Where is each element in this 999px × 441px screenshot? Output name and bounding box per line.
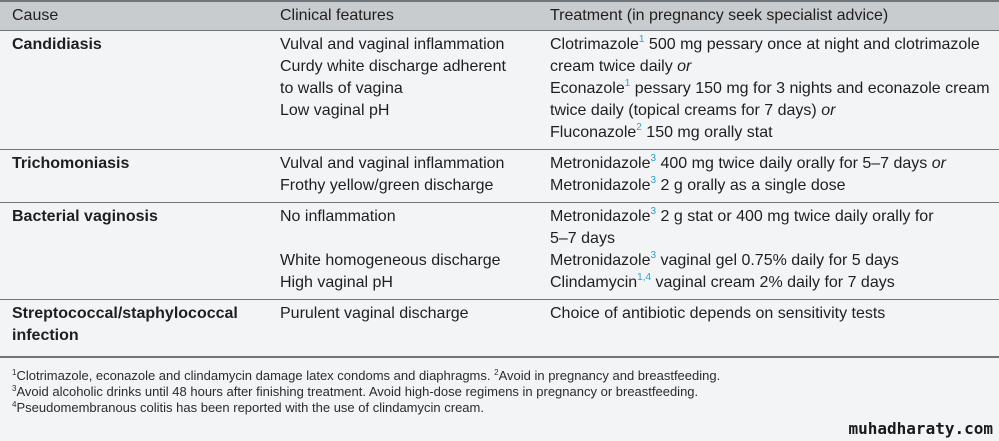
treatment-text: vaginal cream 2% daily for 7 days: [651, 274, 895, 291]
feature-text: Purulent vaginal discharge: [280, 305, 469, 322]
feature-text: High vaginal pH: [280, 274, 393, 291]
cause-cell: [12, 206, 272, 228]
treatment-text: 500 mg pessary once at night and clotrimazole: [644, 36, 980, 53]
header-clinical-features: Clinical features: [280, 7, 394, 24]
treatment-line: [550, 272, 990, 294]
table-row: [0, 31, 999, 150]
treatment-text: 5–7 days: [550, 230, 615, 247]
footnote-ref: 1,4: [637, 272, 652, 283]
drug-name: Metronidazole: [550, 252, 651, 269]
table-row: [0, 203, 999, 300]
treatment-line: [550, 206, 990, 228]
cause-text: Candidiasis: [12, 36, 102, 53]
or-text: or: [821, 102, 836, 119]
cause-cell: [12, 303, 272, 347]
treatment-line: [550, 228, 990, 250]
drug-name: Metronidazole: [550, 155, 651, 172]
treatment-text: Choice of antibiotic depends on sensitivity tests: [550, 305, 886, 322]
treatment-line: [550, 250, 990, 272]
feature-text: White homogeneous discharge: [280, 252, 501, 269]
footnote-ref: 3: [650, 175, 657, 186]
footnote-ref: 3: [650, 250, 657, 261]
feature-text: Frothy yellow/green discharge: [280, 177, 494, 194]
header-cause: Cause: [12, 7, 59, 24]
footnote-text: Avoid alcoholic drinks until 48 hours after finishing treatment. Avoid high-dose regimens in pregnancy or breastfeeding.: [16, 384, 699, 399]
drug-name: Clotrimazole: [550, 36, 639, 53]
cause-text: Bacterial vaginosis: [12, 208, 158, 225]
feature-text: Vulval and vaginal inflammation: [280, 155, 505, 172]
table-row: [0, 300, 999, 358]
feature-text: No inflammation: [280, 208, 396, 225]
treatment-line: [550, 175, 990, 197]
treatment-cell: [550, 153, 990, 197]
drug-name: Metronidazole: [550, 177, 651, 194]
treatment-line: [550, 153, 990, 175]
treatment-text: vaginal gel 0.75% daily for 5 days: [656, 252, 899, 269]
treatment-line: [550, 100, 990, 122]
drug-name: Clindamycin: [550, 274, 638, 291]
cause-text: Streptococcal/staphylococcal: [12, 305, 238, 322]
footnote-ref: 1: [624, 78, 631, 89]
treatment-line: [550, 34, 990, 56]
footnote-number: 4: [12, 400, 17, 409]
footnote: [12, 400, 720, 416]
footnote-text: Clotrimazole, econazole and clindamycin damage latex condoms and diaphragms.: [16, 368, 495, 383]
footnote-number: 1: [12, 368, 17, 377]
footnotes: [12, 368, 720, 416]
treatment-line: [550, 303, 990, 325]
clinical-features-cell: [280, 34, 540, 122]
feature-text: [280, 228, 540, 250]
feature-text: Curdy white discharge adherent: [280, 58, 506, 75]
footnote-number: 3: [12, 384, 17, 393]
watermark: muhadharaty.com: [848, 419, 993, 438]
cause-text: Trichomoniasis: [12, 155, 130, 172]
treatment-text: 150 mg orally stat: [641, 124, 773, 141]
treatment-text: 400 mg twice daily orally for 5–7 days: [656, 155, 932, 172]
drug-name: Fluconazole: [550, 124, 637, 141]
clinical-features-cell: [280, 153, 540, 197]
feature-text: Vulval and vaginal inflammation: [280, 36, 505, 53]
treatment-line: [550, 56, 990, 78]
cause-text: infection: [12, 327, 79, 344]
header-treatment: Treatment (in pregnancy seek specialist advice): [550, 7, 889, 24]
treatment-text: 2 g stat or 400 mg twice daily orally for: [656, 208, 934, 225]
treatment-cell: [550, 303, 990, 325]
footnote: [12, 368, 720, 384]
feature-text: to walls of vagina: [280, 80, 403, 97]
treatment-text: 2 g orally as a single dose: [656, 177, 846, 194]
feature-text: Low vaginal pH: [280, 102, 390, 119]
footnote-ref: 1: [638, 34, 645, 45]
table-header: [0, 0, 999, 31]
footnote: [12, 384, 720, 400]
footnote-text: Pseudomembranous colitis has been reported with the use of clindamycin cream.: [16, 400, 484, 415]
treatment-cell: [550, 34, 990, 144]
treatment-line: [550, 78, 990, 100]
treatment-line: [550, 122, 990, 144]
footnote-ref: 3: [650, 153, 657, 164]
treatment-cell: [550, 206, 990, 294]
cause-cell: [12, 153, 272, 175]
footnote-ref: 3: [650, 206, 657, 217]
or-text: or: [931, 155, 946, 172]
clinical-features-cell: [280, 303, 540, 325]
drug-name: Metronidazole: [550, 208, 651, 225]
or-text: or: [677, 58, 692, 75]
drug-name: Econazole: [550, 80, 625, 97]
treatment-text: cream twice daily: [550, 58, 678, 75]
treatment-text: pessary 150 mg for 3 nights and econazole cream: [630, 80, 990, 97]
table-row: [0, 150, 999, 203]
treatment-text: twice daily (topical creams for 7 days): [550, 102, 822, 119]
footnote-text: Avoid in pregnancy and breastfeeding.: [498, 368, 721, 383]
clinical-features-cell: [280, 206, 540, 294]
cause-cell: [12, 34, 272, 56]
footnote-number: 2: [494, 368, 499, 377]
footnote-ref: 2: [636, 122, 642, 133]
